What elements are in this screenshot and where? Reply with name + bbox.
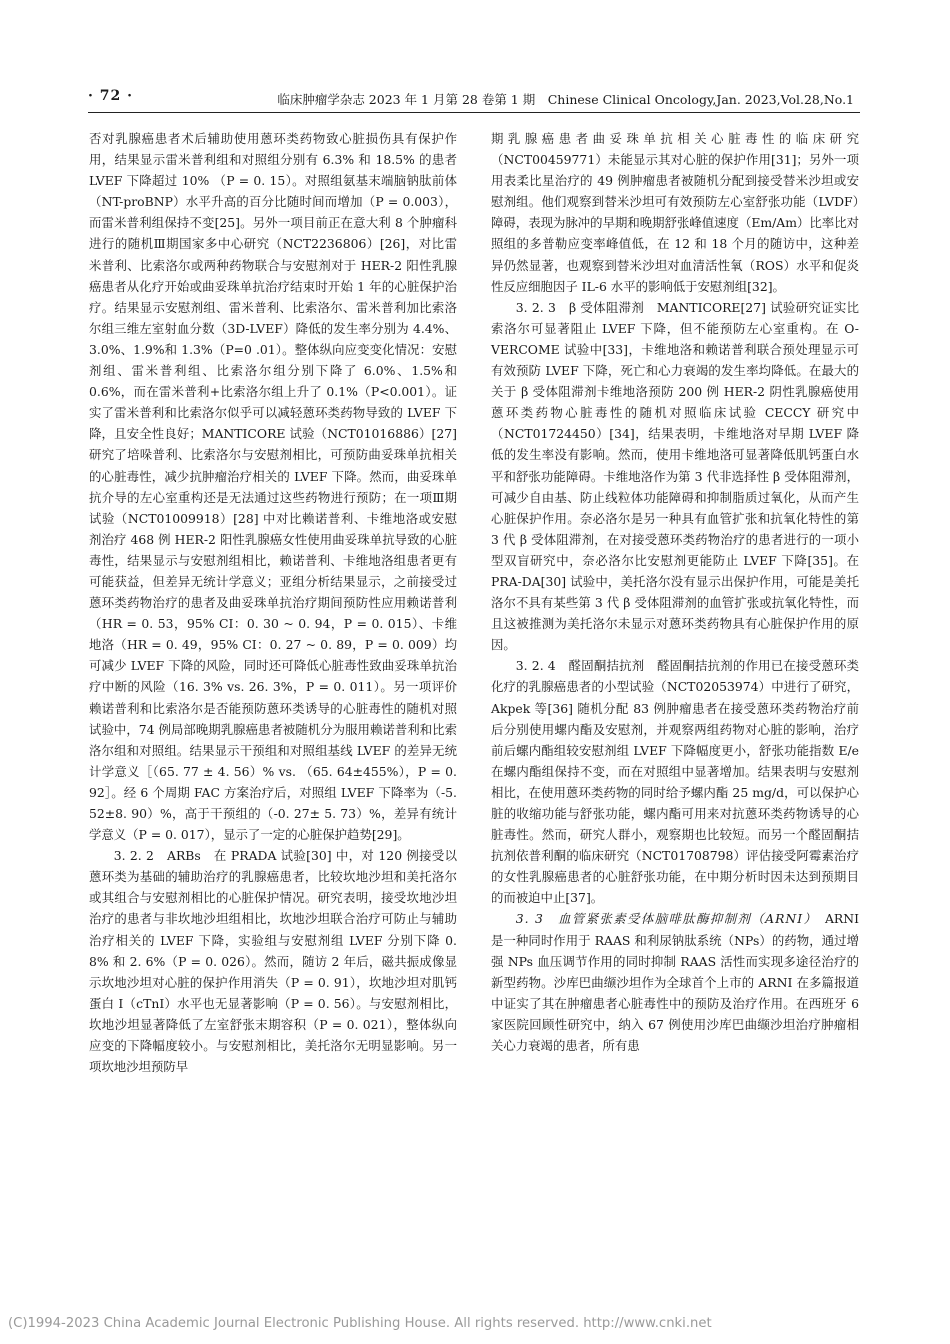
section-3-3 <box>491 908 859 1056</box>
section-3-2-3 <box>491 297 859 656</box>
running-header <box>88 86 860 113</box>
paragraph: MANTICORE[27] 试验研究证实比索洛尔可显著阻止 LVEF 下降，但不能预防左心室重构。在 O-VERCOME 试验中[33]，卡维地洛和赖诺普利联合预处理显示可有效预防 LVEF 下降，死亡和心力衰竭的发生率均降低。在最大的关于 β 受体阻滞剂卡维地洛预防 200 例 HER-2 阴性乳腺癌使用蒽环类药物心脏毒性的随机对照临床试验 CECCY 研究中（NCT01724450）[34]，结果表明，卡维地洛对早期 LVEF 降低的发生率没有影响。然而，使用卡维地洛可显著降低肌钙蛋白水平和舒张功能障碍。卡维地洛作为第 3 代非选择性 β 受体阻滞剂，可减少自由基、防止线粒体功能障碍和抑制脂质过氧化，从而产生心脏保护作用。奈必洛尔是另一种具有血管扩张和抗氧化特性的第 3 代 β 受体阻滞剂，在对接受蒽环类药物治疗的患者进行的一项小型双盲研究中，奈必洛尔比安慰剂更能防止 LVEF 下降[35]。在 PRA-DA[30] 试验中，美托洛尔没有显示出保护作用，可能是美托洛尔不具有某些第 3 代 β 受体阻滞剂的血管扩张或抗氧化特性，而且这被推测为美托洛尔未显示对蒽环类药物具有心脏保护作用的原因。 <box>491 299 859 653</box>
section-heading: 3. 2. 4 醛固酮拮抗剂 <box>515 658 658 674</box>
paragraph: 期乳腺癌患者曲妥珠单抗相关心脏毒性的临床研究（NCT00459771）未能显示其对心脏的保护作用[31]；另外一项用表柔比星治疗的 49 例肿瘤患者被随机分配到接受替米沙坦或安慰剂组。他们观察到替米沙坦可有效预防左心室舒张功能（LVDF）障碍，表现为脉冲的早期和晚期舒张峰值速度（Em/Am）比率比对照组的多普勒应变率峰值低，在 12 和 18 个月的随访中，这种差异仍然显著，也观察到替米沙坦对血清活性氧（ROS）水平和促炎性反应细胞因子 IL-6 水平的影响低于安慰剂组[32]。 <box>491 131 859 294</box>
section-heading: 3. 2. 2 ARBs <box>113 848 214 864</box>
section-heading: 3. 3 血管紧张素受体脑啡肽酶抑制剂（ARNI） <box>515 911 825 927</box>
paragraph: 在 PRADA 试验[30] 中，对 120 例接受以蒽环类为基础的辅助治疗的乳腺癌患者，比较坎地沙坦和美托洛尔或其组合与安慰剂相比的心脏保护情况。研究表明，接受坎地沙坦治疗的患者与非坎地沙坦组相比，坎地沙坦联合治疗可防止与辅助治疗相关的 LVEF 下降，实验组与安慰剂组 LVEF 分别下降 0. 8% 和 2. 6%（P = 0. 026）。然而，随访 2 年后，磁共振成像显示坎地沙坦对心脏的保护作用消失（P = 0. 91），坎地沙坦对肌钙蛋白 I（cTnI）水平也无显著影响（P = 0. 56）。与安慰剂相比，坎地沙坦显著降低了左室舒张末期容积（P = 0. 021），整体纵向应变的下降幅度较小。与安慰剂相比，美托洛尔无明显影响。另一项坎地沙坦预防早 <box>89 848 457 1075</box>
page-number: · 72 · <box>88 88 133 104</box>
right-column <box>491 128 859 1056</box>
left-column <box>89 128 457 1077</box>
paragraph: 醛固酮拮抗剂的作用已在接受蒽环类化疗的乳腺癌患者的小型试验（NCT02053974）中进行了研究，Akpek 等[36] 随机分配 83 例肿瘤患者在接受蒽环类药物治疗前后分别使用螺内酯及安慰剂，并观察两组药物对心脏的影响，治疗前后螺内酯组较安慰剂组 LVEF 下降幅度更小，舒张功能指数 E/e 在螺内酯组保持不变，而在对照组中显著增加。结果表明与安慰剂相比，在使用蒽环类药物的同时给予螺内酯 25 mg/d，可以保护心脏的收缩功能与舒张功能，螺内酯可用来对抗蒽环类药物诱导的心脏毒性。然而，研究人群小，观察期也比较短。而另一个醛固酮拮抗剂依普利酮的临床研究（NCT01708798）评估接受阿霉素治疗的女性乳腺癌患者的心脏舒张功能，在中期分析时因未达到预期目的而被迫中止[37]。 <box>491 658 860 906</box>
section-3-2-2 <box>89 845 457 1077</box>
paragraph: 否对乳腺癌患者术后辅助使用蒽环类药物致心脏损伤具有保护作用，结果显示雷米普利组和对照组分别有 6.3% 和 18.5% 的患者 LVEF 下降超过 10% （P = 0. 15）。对照组氨基末端脑钠肽前体（NT-proBNP）水平升高的百分比随时间而增加（P = 0.003），而雷米普利组保持不变[25]。另外一项目前正在意大利 8 个肿瘤科进行的随机Ⅲ期国家多中心研究（NCT2236806）[26]，对比雷米普利、比索洛尔或两种药物联合与安慰剂对于 HER-2 阳性乳腺癌患者从化疗开始或曲妥珠单抗治疗结束时开始 1 年的心脏保护治疗。结果显示安慰剂组、雷米普利、比索洛尔、雷米普利加比索洛尔组三维左室射血分数（3D-LVEF）降低的发生率分别为 4.4%、3.0%、1.9%和 1.3%（P=0 .01）。整体纵向应变变化情况：安慰剂组、雷米普利组、比索洛尔组分别下降了 6.0%、1.5%和 0.6%，而在雷米普利+比索洛尔组上升了 0.1%（P<0.001）。证实了雷米普利和比索洛尔似乎可以减轻蒽环类药物导致的 LVEF 下降，且安全性良好；MANTICORE 试验（NCT01016886）[27] 研究了培哚普利、比索洛尔与安慰剂相比，可预防曲妥珠单抗相关的心脏毒性，减少抗肿瘤治疗相关的 LVEF 下降。然而，曲妥珠单抗介导的左心室重构还是无法通过这些药物进行预防；在一项Ⅲ期试验（NCT01009918）[28] 中对比赖诺普利、卡维地洛或安慰剂治疗 468 例 HER-2 阳性乳腺癌女性使用曲妥珠单抗导致的心脏毒性，结果显示与安慰剂组相比，赖诺普利、卡维地洛组患者更有可能获益，但差异无统计学意义；亚组分析结果显示，之前接受过蒽环类药物治疗的患者及曲妥珠单抗治疗期间预防性应用赖诺普利（HR = 0. 53，95% CI：0. 30 ~ 0. 94，P = 0. 015）、卡维地洛（HR = 0. 49，95% CI：0. 27 ~ 0. 89，P = 0. 009）均可减少 LVEF 下降的风险，同时还可降低心脏毒性致曲妥珠单抗治疗中断的风险（16. 3% vs. 26. 3%，P = 0. 011）。另一项评价赖诺普利和比索洛尔是否能预防蒽环类诱导的心脏毒性的随机对照试验中，74 例局部晚期乳腺癌患者被随机分为服用赖诺普利和比索洛尔组和对照组。结果显示干预组和对照组基线 LVEF 的差异无统计学意义［（65. 77 ± 4. 56）% vs. （65. 64±455%），P = 0. 92］。经 6 个周期 FAC 方案治疗后，对照组 LVEF 下降率为（-5. 52±8. 90）%，高于干预组的（-0. 27± 5. 73）%，差异有统计学意义（P = 0. 017），显示了一定的心脏保护趋势[29]。 <box>89 131 457 843</box>
section-heading: 3. 2. 3 β 受体阻滞剂 <box>515 299 657 315</box>
copyright-footer: (C)1994-2023 China Academic Journal Electronic Publishing House. All rights reserved. http://www.cnki.net <box>8 1316 712 1331</box>
journal-title: 临床肿瘤学杂志 2023 年 1 月第 28 卷第 1 期 Chinese Clinical Oncology,Jan. 2023,Vol.28,No.1 <box>277 92 854 107</box>
section-3-2-4 <box>491 655 859 908</box>
paragraph: ARNI 是一种同时作用于 RAAS 和利尿钠肽系统（NPs）的药物，通过增强 NPs 血压调节作用的同时抑制 RAAS 活性而实现多途径治疗的新型药物。沙库巴曲缬沙坦作为全球首个上市的 ARNI 在多篇报道中证实了其在肿瘤患者心脏毒性中的预防及治疗作用。在西班牙 6 家医院回顾性研究中，纳入 67 例使用沙库巴曲缬沙坦治疗肿瘤相关心力衰竭的患者，所有患 <box>491 911 859 1054</box>
